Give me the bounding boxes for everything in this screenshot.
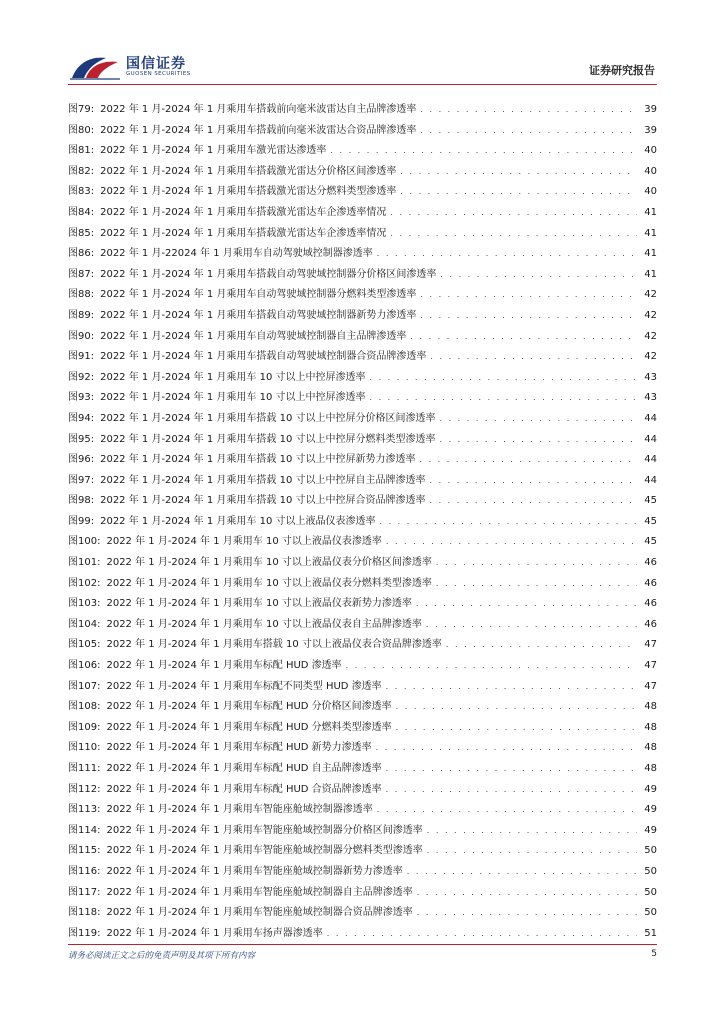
figure-title: 2022 年 1 月-2024 年 1 月乘用车 10 寸以上液晶仪表渗透率 bbox=[106, 536, 382, 548]
figure-page-number: 46 bbox=[644, 557, 657, 569]
figure-page-number: 49 bbox=[644, 824, 657, 836]
figure-number: 图104: bbox=[68, 618, 101, 630]
figure-page-number: 47 bbox=[644, 680, 657, 692]
figure-title: 2022 年 1 月-2024 年 1 月乘用车标配不同类型 HUD 渗透率 bbox=[106, 680, 382, 692]
toc-entry[interactable] bbox=[68, 883, 657, 904]
figure-page-number: 39 bbox=[644, 124, 657, 136]
toc-entry[interactable] bbox=[68, 100, 657, 121]
toc-entry[interactable] bbox=[68, 203, 657, 224]
toc-entry[interactable] bbox=[68, 635, 657, 656]
figure-title: 2022 年 1 月-2024 年 1 月乘用车智能座舱域控制器新势力渗透率 bbox=[106, 865, 403, 877]
figure-title: 2022 年 1 月-2024 年 1 月乘用车搭载自动驾驶域控制器合资品牌渗透率 bbox=[100, 351, 427, 363]
figure-page-number: 48 bbox=[644, 721, 657, 733]
toc-entry[interactable] bbox=[68, 615, 657, 636]
figure-title: 2022 年 1 月-2024 年 1 月乘用车搭载自动驾驶域控制器分价格区间渗透率 bbox=[100, 268, 437, 280]
dot-leader bbox=[400, 162, 637, 183]
toc-entry[interactable] bbox=[68, 780, 657, 801]
figure-number: 图101: bbox=[68, 557, 101, 569]
figure-number: 图81: bbox=[68, 145, 95, 157]
dot-leader bbox=[436, 574, 637, 595]
figure-page-number: 47 bbox=[644, 660, 657, 672]
guosen-logo bbox=[68, 50, 268, 84]
figure-title: 2022 年 1 月-2024 年 1 月乘用车智能座舱域控制器合资品牌渗透率 bbox=[106, 907, 413, 919]
toc-entry[interactable] bbox=[68, 903, 657, 924]
toc-entry[interactable] bbox=[68, 244, 657, 265]
figure-page-number: 42 bbox=[644, 330, 657, 342]
figure-number: 图109: bbox=[68, 721, 101, 733]
figure-page-number: 43 bbox=[644, 371, 657, 383]
figure-number: 图115: bbox=[68, 845, 101, 857]
dot-leader bbox=[429, 471, 637, 492]
figure-number: 图89: bbox=[68, 309, 95, 321]
figure-number: 图106: bbox=[68, 660, 101, 672]
figure-number: 图116: bbox=[68, 865, 101, 877]
toc-entry[interactable] bbox=[68, 430, 657, 451]
figure-page-number: 47 bbox=[644, 639, 657, 651]
figure-page-number: 46 bbox=[644, 598, 657, 610]
figure-page-number: 41 bbox=[644, 268, 657, 280]
figure-title: 2022 年 1 月-2024 年 1 月乘用车扬声器渗透率 bbox=[106, 927, 323, 939]
figure-title: 2022 年 1 月-2024 年 1 月乘用车标配 HUD 渗透率 bbox=[106, 660, 342, 672]
figure-number: 图86: bbox=[68, 248, 95, 260]
dot-leader bbox=[407, 862, 637, 883]
figure-number: 图111: bbox=[68, 763, 101, 774]
figure-page-number: 50 bbox=[644, 886, 657, 898]
figure-title: 2022 年 1 月-2024 年 1 月乘用车搭载激光雷达分价格区间渗透率 bbox=[100, 165, 397, 177]
figure-page-number: 51 bbox=[644, 927, 657, 939]
dot-leader bbox=[420, 121, 637, 142]
figure-page-number: 44 bbox=[644, 454, 657, 466]
figure-title: 2022 年 1 月-2024 年 1 月乘用车搭载激光雷达车企渗透率情况 bbox=[100, 206, 387, 218]
figure-number: 图107: bbox=[68, 680, 101, 692]
toc-entry[interactable] bbox=[68, 409, 657, 430]
dot-leader bbox=[419, 450, 637, 471]
figure-page-number: 42 bbox=[644, 309, 657, 321]
figure-number: 图98: bbox=[68, 495, 95, 507]
page-number: 5 bbox=[651, 949, 657, 959]
figure-page-number: 48 bbox=[644, 701, 657, 713]
figure-number: 图96: bbox=[68, 454, 95, 466]
figure-title: 2022 年 1 月-2024 年 1 月乘用车标配 HUD 分燃料类型渗透率 bbox=[106, 721, 392, 733]
dot-leader bbox=[396, 697, 637, 718]
figure-title: 2022 年 1 月-2024 年 1 月乘用车标配 HUD 自主品牌渗透率 bbox=[106, 763, 382, 774]
toc-entry[interactable] bbox=[68, 182, 657, 203]
figure-number: 图95: bbox=[68, 433, 95, 445]
figure-number: 图118: bbox=[68, 907, 101, 919]
figure-page-number: 40 bbox=[644, 186, 657, 198]
figure-number: 图105: bbox=[68, 639, 101, 651]
figure-title: 2022 年 1 月-2024 年 1 月乘用车 10 寸以上中控屏渗透率 bbox=[100, 371, 366, 383]
toc-entry[interactable] bbox=[68, 841, 657, 862]
figure-page-number: 50 bbox=[644, 907, 657, 919]
toc-entry[interactable] bbox=[68, 574, 657, 595]
toc-entry[interactable] bbox=[68, 512, 657, 533]
figure-list bbox=[68, 100, 657, 944]
header-divider bbox=[68, 84, 657, 85]
dot-leader bbox=[430, 347, 637, 368]
dot-leader bbox=[420, 306, 637, 327]
toc-entry[interactable] bbox=[68, 697, 657, 718]
toc-entry[interactable] bbox=[68, 594, 657, 615]
toc-entry[interactable] bbox=[68, 532, 657, 553]
toc-entry[interactable] bbox=[68, 553, 657, 574]
figure-page-number: 45 bbox=[644, 536, 657, 548]
toc-entry[interactable] bbox=[68, 718, 657, 739]
figure-page-number: 50 bbox=[644, 865, 657, 877]
toc-entry[interactable] bbox=[68, 162, 657, 183]
figure-title: 2022 年 1 月-2024 年 1 月乘用车 10 寸以上液晶仪表渗透率 bbox=[100, 515, 376, 527]
toc-entry[interactable] bbox=[68, 265, 657, 286]
figure-title: 2022 年 1 月-22024 年 1 月乘用车自动驾驶域控制器渗透率 bbox=[100, 248, 373, 260]
figure-number: 图85: bbox=[68, 227, 95, 239]
figure-number: 图100: bbox=[68, 536, 101, 548]
figure-number: 图99: bbox=[68, 515, 95, 527]
figure-page-number: 49 bbox=[644, 783, 657, 795]
figure-number: 图97: bbox=[68, 474, 95, 486]
figure-title: 2022 年 1 月-2024 年 1 月乘用车标配 HUD 合资品牌渗透率 bbox=[106, 783, 382, 795]
logo-english-name: GUOSEN SECURITIES bbox=[126, 71, 191, 77]
figure-title: 2022 年 1 月-2024 年 1 月乘用车智能座舱域控制器自主品牌渗透率 bbox=[106, 886, 413, 898]
figure-title: 2022 年 1 月-2024 年 1 月乘用车智能座舱域控制器分价格区间渗透率 bbox=[106, 824, 423, 836]
figure-title: 2022 年 1 月-2024 年 1 月乘用车 10 寸以上中控屏渗透率 bbox=[100, 392, 366, 404]
figure-number: 图110: bbox=[68, 742, 101, 754]
figure-number: 图79: bbox=[68, 104, 95, 115]
figure-title: 2022 年 1 月-2024 年 1 月乘用车搭载激光雷达车企渗透率情况 bbox=[100, 227, 387, 239]
toc-entry[interactable] bbox=[68, 924, 657, 945]
toc-entry[interactable] bbox=[68, 738, 657, 759]
figure-number: 图83: bbox=[68, 186, 95, 198]
toc-entry[interactable] bbox=[68, 368, 657, 389]
figure-number: 图113: bbox=[68, 804, 101, 816]
toc-entry[interactable] bbox=[68, 306, 657, 327]
toc-entry[interactable] bbox=[68, 759, 657, 780]
toc-entry[interactable] bbox=[68, 677, 657, 698]
dot-leader bbox=[427, 841, 637, 862]
figure-page-number: 48 bbox=[644, 763, 657, 774]
dot-leader bbox=[436, 553, 637, 574]
dot-leader bbox=[386, 780, 637, 801]
dot-leader bbox=[379, 512, 637, 533]
dot-leader bbox=[420, 100, 637, 121]
dot-leader bbox=[346, 656, 637, 677]
dot-leader bbox=[410, 327, 637, 348]
figure-page-number: 41 bbox=[644, 206, 657, 218]
figure-number: 图102: bbox=[68, 577, 101, 589]
figure-number: 图82: bbox=[68, 165, 95, 177]
dot-leader bbox=[440, 265, 637, 286]
dot-leader bbox=[376, 738, 637, 759]
figure-title: 2022 年 1 月-2024 年 1 月乘用车搭载 10 寸以上中控屏自主品牌渗透率 bbox=[100, 474, 426, 486]
dot-leader bbox=[417, 903, 637, 924]
figure-number: 图108: bbox=[68, 701, 101, 713]
toc-entry[interactable] bbox=[68, 285, 657, 306]
figure-title: 2022 年 1 月-2024 年 1 月乘用车智能座舱域控制器分燃料类型渗透率 bbox=[106, 845, 423, 857]
toc-entry[interactable] bbox=[68, 327, 657, 348]
toc-entry[interactable] bbox=[68, 862, 657, 883]
figure-page-number: 44 bbox=[644, 412, 657, 424]
dot-leader bbox=[439, 430, 637, 451]
figure-title: 2022 年 1 月-2024 年 1 月乘用车搭载 10 寸以上中控屏合资品牌渗透率 bbox=[100, 495, 426, 507]
figure-title: 2022 年 1 月-2024 年 1 月乘用车搭载 10 寸以上中控屏分价格区间渗透率 bbox=[100, 412, 436, 424]
logo-chinese-name: 国信证券 bbox=[126, 56, 186, 72]
toc-entry[interactable] bbox=[68, 656, 657, 677]
dot-leader bbox=[429, 491, 637, 512]
toc-entry[interactable] bbox=[68, 224, 657, 245]
figure-number: 图93: bbox=[68, 392, 95, 404]
dot-leader bbox=[386, 759, 637, 780]
figure-title: 2022 年 1 月-2024 年 1 月乘用车智能座舱域控制器渗透率 bbox=[106, 804, 373, 816]
dot-leader bbox=[426, 615, 637, 636]
dot-leader bbox=[396, 718, 637, 739]
dot-leader bbox=[377, 244, 637, 265]
figure-page-number: 46 bbox=[644, 577, 657, 589]
figure-number: 图84: bbox=[68, 206, 95, 218]
figure-page-number: 44 bbox=[644, 474, 657, 486]
figure-title: 2022 年 1 月-2024 年 1 月乘用车搭载激光雷达分燃料类型渗透率 bbox=[100, 186, 397, 198]
toc-entry[interactable] bbox=[68, 347, 657, 368]
figure-page-number: 50 bbox=[644, 845, 657, 857]
dot-leader bbox=[369, 368, 637, 389]
figure-number: 图91: bbox=[68, 351, 95, 363]
figure-page-number: 43 bbox=[644, 392, 657, 404]
figure-number: 图114: bbox=[68, 824, 101, 836]
dot-leader bbox=[377, 800, 637, 821]
dot-leader bbox=[330, 141, 637, 162]
figure-page-number: 45 bbox=[644, 515, 657, 527]
figure-number: 图90: bbox=[68, 330, 95, 342]
toc-entry[interactable] bbox=[68, 141, 657, 162]
figure-number: 图112: bbox=[68, 783, 101, 795]
figure-page-number: 44 bbox=[644, 433, 657, 445]
figure-title: 2022 年 1 月-2024 年 1 月乘用车 10 寸以上液晶仪表分燃料类型渗透率 bbox=[106, 577, 432, 589]
page-header bbox=[68, 50, 657, 84]
figure-title: 2022 年 1 月-2024 年 1 月乘用车搭载前向毫米波雷达合资品牌渗透率 bbox=[100, 124, 417, 136]
dot-leader bbox=[400, 182, 637, 203]
dot-leader bbox=[386, 532, 637, 553]
toc-entry[interactable] bbox=[68, 450, 657, 471]
figure-title: 2022 年 1 月-2024 年 1 月乘用车 10 寸以上液晶仪表分价格区间渗透率 bbox=[106, 557, 432, 569]
report-type-label: 证券研究报告 bbox=[589, 64, 655, 77]
figure-page-number: 49 bbox=[644, 804, 657, 816]
figure-number: 图92: bbox=[68, 371, 95, 383]
dot-leader bbox=[390, 203, 637, 224]
dot-leader bbox=[439, 409, 637, 430]
figure-title: 2022 年 1 月-2024 年 1 月乘用车标配 HUD 新势力渗透率 bbox=[106, 742, 372, 754]
figure-page-number: 42 bbox=[644, 351, 657, 363]
dot-leader bbox=[327, 924, 637, 945]
figure-page-number: 40 bbox=[644, 165, 657, 177]
dot-leader bbox=[390, 224, 637, 245]
dot-leader bbox=[417, 883, 637, 904]
toc-entry[interactable] bbox=[68, 491, 657, 512]
figure-page-number: 46 bbox=[644, 618, 657, 630]
toc-entry[interactable] bbox=[68, 800, 657, 821]
figure-title: 2022 年 1 月-2024 年 1 月乘用车标配 HUD 分价格区间渗透率 bbox=[106, 701, 392, 713]
figure-number: 图80: bbox=[68, 124, 95, 136]
toc-entry[interactable] bbox=[68, 471, 657, 492]
dot-leader bbox=[416, 594, 637, 615]
figure-page-number: 41 bbox=[644, 227, 657, 239]
figure-title: 2022 年 1 月-2024 年 1 月乘用车激光雷达渗透率 bbox=[100, 145, 327, 157]
guosen-logo-mark-icon bbox=[68, 52, 122, 82]
figure-page-number: 48 bbox=[644, 742, 657, 754]
dot-leader bbox=[427, 821, 637, 842]
figure-number: 图117: bbox=[68, 886, 101, 898]
figure-title: 2022 年 1 月-2024 年 1 月乘用车自动驾驶域控制器分燃料类型渗透率 bbox=[100, 289, 417, 301]
toc-entry[interactable] bbox=[68, 121, 657, 142]
figure-page-number: 41 bbox=[644, 248, 657, 260]
dot-leader bbox=[446, 635, 637, 656]
figure-number: 图94: bbox=[68, 412, 95, 424]
figure-page-number: 39 bbox=[644, 104, 657, 115]
figure-page-number: 45 bbox=[644, 495, 657, 507]
figure-title: 2022 年 1 月-2024 年 1 月乘用车搭载 10 寸以上液晶仪表合资品牌渗透率 bbox=[106, 639, 442, 651]
figure-page-number: 42 bbox=[644, 289, 657, 301]
figure-title: 2022 年 1 月-2024 年 1 月乘用车自动驾驶域控制器自主品牌渗透率 bbox=[100, 330, 407, 342]
dot-leader bbox=[420, 285, 637, 306]
figure-number: 图88: bbox=[68, 289, 95, 301]
figure-title: 2022 年 1 月-2024 年 1 月乘用车搭载自动驾驶域控制器新势力渗透率 bbox=[100, 309, 417, 321]
dot-leader bbox=[386, 677, 637, 698]
disclaimer-note: 请务必阅读正文之后的免责声明及其项下所有内容 bbox=[68, 951, 256, 961]
figure-number: 图103: bbox=[68, 598, 101, 610]
figure-title: 2022 年 1 月-2024 年 1 月乘用车搭载 10 寸以上中控屏分燃料类型渗透率 bbox=[100, 433, 436, 445]
figure-number: 图87: bbox=[68, 268, 95, 280]
figure-page-number: 40 bbox=[644, 145, 657, 157]
footer-divider bbox=[68, 944, 657, 945]
figure-number: 图119: bbox=[68, 927, 101, 939]
figure-title: 2022 年 1 月-2024 年 1 月乘用车搭载 10 寸以上中控屏新势力渗透率 bbox=[100, 454, 416, 466]
figure-title: 2022 年 1 月-2024 年 1 月乘用车 10 寸以上液晶仪表自主品牌渗透率 bbox=[106, 618, 422, 630]
dot-leader bbox=[369, 388, 637, 409]
toc-entry[interactable] bbox=[68, 388, 657, 409]
figure-title: 2022 年 1 月-2024 年 1 月乘用车 10 寸以上液晶仪表新势力渗透率 bbox=[106, 598, 412, 610]
figure-title: 2022 年 1 月-2024 年 1 月乘用车搭载前向毫米波雷达自主品牌渗透率 bbox=[100, 104, 417, 115]
toc-entry[interactable] bbox=[68, 821, 657, 842]
